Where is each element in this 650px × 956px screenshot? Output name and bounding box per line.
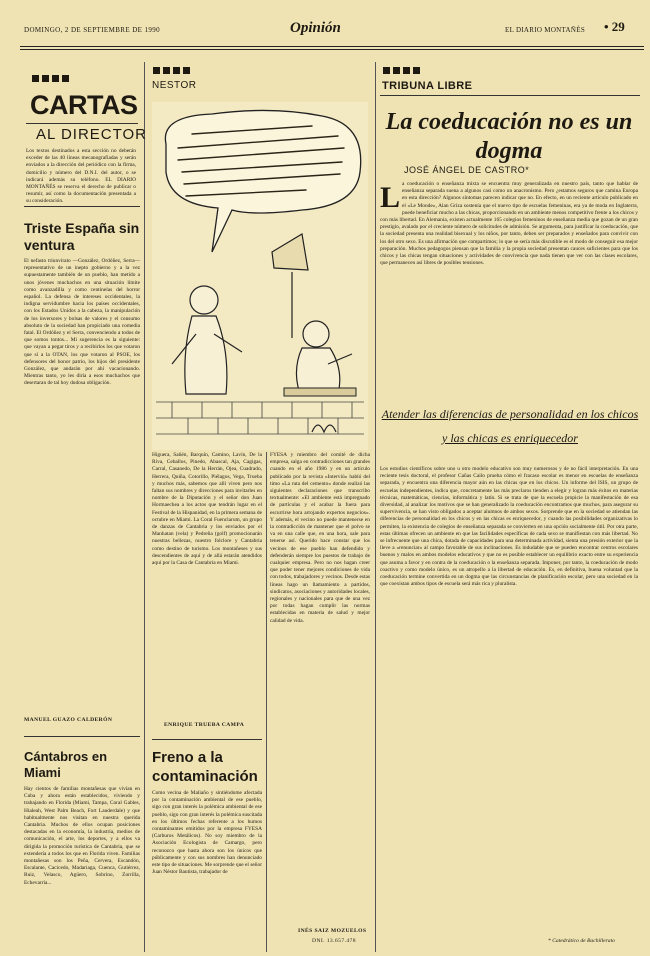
letter-title: Freno a la contaminación [152, 749, 258, 785]
column-divider [375, 62, 376, 952]
issue-date: DOMINGO, 2 DE SEPTIEMBRE DE 1990 [24, 26, 161, 34]
nestor-cartoon [152, 102, 368, 450]
letter-title: Triste España sin ventura [24, 220, 140, 253]
header-rule-thin [20, 49, 644, 50]
article-subhead [380, 402, 640, 450]
letter-body-continued: FYESA y miembro del comité de dicha empresa, salga en contradicciones tan grandes cuando en el año 1986 y en un artículo publicado por la revista «Interviú» habló del timo «La ruta del cemento» donde realizó las siguientes declaraciones que transcribo textualmente: «El ambiente está impregnado de partículas y el acabar la fuera para escurrirse hora arrojando expertos negocios». Y además, el vecino no puede mantenerse en la contradicción de mantener que el polvo se va en una calle que, en una hora, sale para tenerse así. Querido hace constar que los vecinos de ese pueblo han defendido y defenderán siempre los puestos de trabajo de cualquier empresa. Pero no nos hagan creer que poder tener mejores condiciones de vida con todos, trabajadores y vecinos. Desde estas líneas hago un llamamiento a partidos, sindicatos, asociaciones y autoridades locales, regionales y nacionales para que de una vez por todas hagan cumplir las normas establecidas en materia de salud y mejor calidad de vida. [270, 452, 370, 624]
cartas-subtitle: AL DIRECTOR [36, 126, 148, 143]
article-footnote: * Catedrático de Bachillerato [548, 938, 615, 944]
article-paragraph: Los estudios científicos sobre uno u otro modelo educativo son muy numerosos y de no fácil interpretación. En una reciente tesis doctoral, el profesor Cañas Cailo prueba cómo el fracaso escolar es menor en escuelas de enseñanza separada, y encuentra una diferencia mayor aún en las chicas que en los chicos. Un informe del ISIS, un grupo de escuelas independientes, indica que, concretamente las más preclaros tienden a elegir y logran más éxitos en materias técnicas, matemáticas, ciencias, informática y latín. Si se trata de que la escuela propicie la manifestación de esa diversidad, al analizar los motivos que se han generalizado la coeducación encontramos que muchos, para asegurar su supervivencia, se han visto obligados a aceptar alumnos de ambos sexos. Sorprende que en la sociedad se atiendan las diferencias de personalidad en los chicos y en las chicas es enriquecedor, y cuando las posibilidades organizativas lo permiten, la existencia de colegios de enseñanza separada se convierten en una opción socialmente útil. Por otra parte, estas últimas ofrecen un ambiente en que las facilidades específicas de cada sexo se manifiestan con más libertad. No se infrecuente que una chica, dotada de capacidades para una determinada actividad, sienta una presión exterior que la lleve a «renunciar» al campo favorable de sus inclinaciones. Es indudable que se pueden encontrar centros escolares buenos y malos en ambos modelos educativos y que no es posible establecer un equilibrio exacto entre su experiencia que asuma a favor y en contra de la coeducación o la enseñanza separada. Imponer, por tanto, la coeducación de modo coactivo y como modelo único, es un atropello a la libertad de educación. Es, en definitiva, buena voluntad que la coeducación termine convertida en un dogma que las circunstancias de planificación escolar, pero una sociedad en la que coexistan ambos tipos de escuela será más rica y pluralista. [380, 466, 638, 588]
article-paragraph-cont [380, 215, 638, 395]
cartas-title: CARTAS [30, 90, 138, 120]
article-paragraph: a coeducación o enseñanza mixta se encuentra muy generalizada en nuestro país, tanto que hablar de enseñanza separada suena a algunos casi como un anacronismo. Pero ¿estamos seguros que camina Europa en esta dirección? Algunos síntomas parecen indicar que no. En efecto, en un reciente artículo publicado en el «Le Monde», Alan Griza sostenía que el nuevo tipo de escuelas femeninas, era ya de moda en Inglaterra, puede beneficiar mucho a las chicas, proporcionando en un ambiente menos competitivo frente a los chicos y [402, 181, 638, 215]
article-author: JOSÉ ÁNGEL DE CASTRO* [404, 165, 530, 175]
newspaper-name: EL DIARIO MONTAÑÉS [505, 26, 586, 34]
article-paragraph-intro [402, 181, 638, 215]
letter-body: El nefasto triunvirato —González, Ordóñez, Serra— representativo de un inepto gobierno y a la vez supuestamente también de un pueblo, han metido a unos jóvenes muchachos en una situación límite como avanzadilla y como centinelas del horror español. La defensa de intereses occidentales, la indigna servidumbre hacia los países occidentales, con los Estados Unidos a la cabeza, la manipulación de los inversores y bolsas de valores y el consumo absoluto de la sociedad han propiciado una comedia fatal. El Ordóñez y el Serra, convenciendo a todos de que somos tontos... Mi sugerencia es la siguiente: que vayan a pegar tiros y a recibirlos los que votaron que sí a la OTAN, los que votaron al PSOE, los defensores del honor patrio, los hijos del presidente González, que andarán por ahí vacacionando. Mientras tanto, yo les diría a esos muchachos que desertaran de tal hoy dudosa obligación. [24, 258, 140, 387]
letter-body-continued: Higuera, Sañén, Barquín, Camino, Lavín, De la Riva, Ceballos, Pinedo, Abascal, Aja, Cagigas, Carral, Casanedo, De la Herrán, Ojea, Cuadrado, Herrera, Quiña, Cotorillo, Piélagos, Vega, Trueba y muchos más, sabemos que allí viven pero nos faltan sus nombres y direcciones para invitarles en nombre de la Diputación y el señor don Juan Hormaechea a los actos que tendrán lugar en el Festival de la Hispanidad, en la primera semana de octubre en Miami. La Coral Fuenclarum, un grupo de danzas de Cantabria y los enviados por el Manhatan (vela) y Pedreña (golf) promocionarán nuestras bellezas, nuestro folclore y Cantabria como destino de turismo. Los montañeses y sus descendientes de aquí y de allá estarán atendidos aquí por la Casa de Cantabria en Miami. [152, 452, 262, 567]
article-subhead-text: Atender las diferencias de personalidad en los chicos y las chicas es enriquecedor [381, 407, 639, 445]
letter-separator [152, 739, 262, 740]
letter-body: Hay cientos de familias montañesas que vivían en Cuba y ahora están establecidos, viviendo y trabajando en Florida (Miami, Tampa, Coral Gables, Hialeah, West Palm Beach, Fort Lauderdale) y que habitualmente nos visitan en nuestra querida Cantabria. Muchos de ellos ocupan posiciones destacadas en la economía, la industria, medios de comunicación, el arte, los deportes, y a ellos va dirigida la promoción turística de Cantabria, que se extendería a todos los que en Florida viven. Familias montañesas son los Peña, Cervera, Escandón, Escalante, Cacicedo, Madariaga, Cuenca, Gutiérrez, Ruiz, Velasco, Agüero, Sobrino, Zorrilla, Echevarría... [24, 786, 140, 886]
section-marker-icon [153, 67, 190, 74]
cartas-rule [26, 123, 138, 124]
column-divider [266, 452, 267, 952]
article-headline: La coeducación no es un dogma [385, 109, 633, 164]
article-paragraph-continued: con más libertad. En Alemania, existen actualmente 165 colegios femeninos de enseñanza media que gozan de un gran prestigio, avalado por el creciente número de solicitudes de admisión. Se argumenta, para justificar la coeducación, que la sociedad presenta una realidad bisexual y los niños, por tanto, deben ser preparados y enseñados para convivir con los del otro sexo. Es una afirmación que compartimos; lo que se sería más discutible es el modo de conseguir esa mejor preparación. Muchos pedagogos piensan que la familia y la propia sociedad presentan cauces suficientes para que los chicos y las chicas tengan situaciones y actividades de convivencia que nada tienen que ver con las clases escolares, que permanecen así libres de posibles tensiones. [380, 217, 638, 267]
cartoon-drawing [152, 102, 368, 450]
letter-separator [24, 736, 140, 737]
letter-signature: MANUEL GUAZO CALDERÓN [24, 717, 113, 723]
letter-title: Cántabros en Miami [24, 749, 108, 780]
cartoon-text [152, 102, 153, 103]
section-marker-icon [383, 67, 420, 74]
page-number: • 29 [604, 19, 625, 34]
letter-body: Como vecina de Maliaño y sintiéndome afectada por la contaminación ambiental de ese pueblo, sigo con gran interés la polémica ambiental de ese pueblo, sigo con gran interés la polémica suscitada en los últimos fechas referente a los humos contaminantes emitidos por la empresa FYESA (Carburos Metálicos). No soy miembro de la Asociación Ecologista de Camargo, pero reconozco que hasta ahora son los únicos que públicamente y con sus nombres han denunciado este tipo de situaciones. Me sorprende que el señor Juan Néstor Bautista, trabajador de [152, 790, 262, 876]
cartas-intro: Los textos destinados a esta sección no deberán exceder de las 40 líneas mecanografiadas y serán enviados a la dirección del periódico con la firma, domicilio y número del D.N.I. del autor, o se indicará además su teléfono. EL DIARIO MONTAÑÉS se reserva el derecho de publicar o resumir, así como la documentación presentada a su consideración. [26, 148, 136, 205]
letter-dni: DNI. 13.657.478 [312, 938, 356, 944]
letter-signature: ENRIQUE TRUEBA CAMPA [164, 722, 245, 728]
column-divider [144, 62, 145, 952]
tribuna-label: TRIBUNA LIBRE [382, 80, 473, 92]
cartoon-section-label: NESTOR [152, 80, 197, 91]
section-marker-icon [32, 75, 69, 82]
header-rule [20, 46, 644, 47]
drop-cap: L [380, 181, 401, 214]
cartas-intro-rule [24, 206, 140, 207]
tribuna-rule [380, 95, 640, 96]
section-title: Opinión [290, 20, 341, 36]
letter-signature: INÉS SAIZ MOZUELOS [298, 928, 367, 934]
